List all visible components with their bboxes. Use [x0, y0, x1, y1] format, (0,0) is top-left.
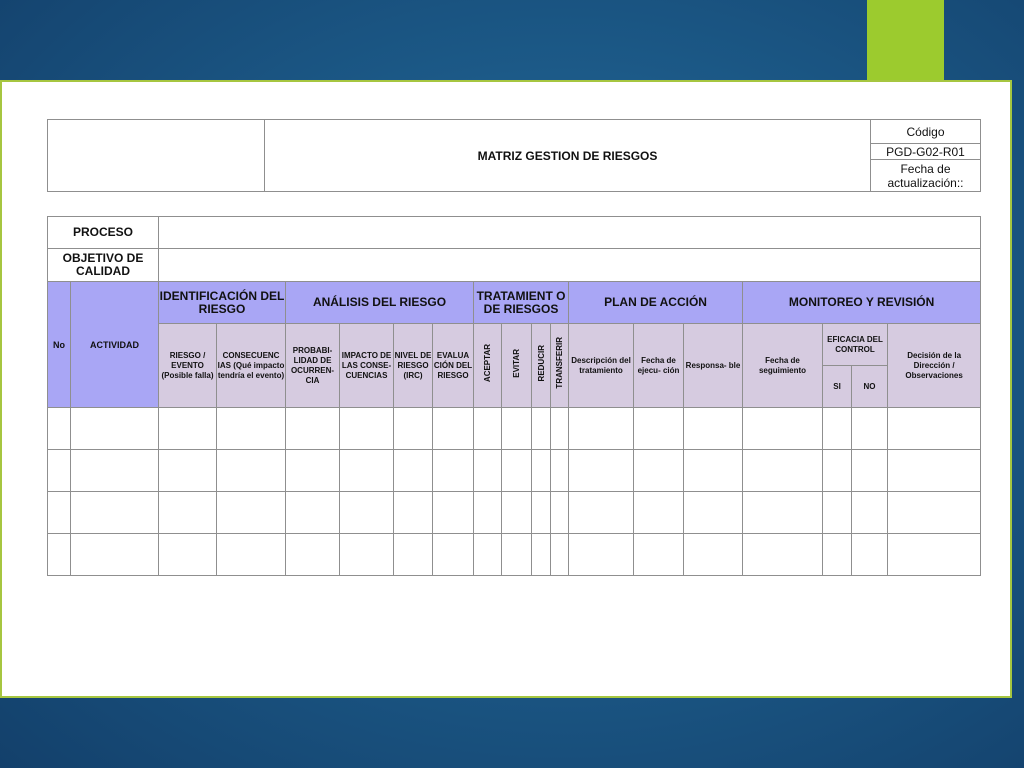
- risk-matrix-table: [47, 216, 981, 576]
- table-cell[interactable]: [743, 450, 823, 492]
- table-cell[interactable]: [852, 492, 888, 534]
- fecha-ejecucion-header: Fecha de ejecu- ción: [634, 324, 684, 408]
- table-row: [48, 450, 981, 492]
- table-cell[interactable]: [474, 492, 502, 534]
- transferir-label: TRANSFERIR: [555, 337, 565, 389]
- no-option-header: NO: [852, 366, 888, 408]
- table-cell[interactable]: [217, 492, 286, 534]
- fecha-seguimiento-header: Fecha de seguimiento: [743, 324, 823, 408]
- riesgo-evento-header: RIESGO / EVENTO (Posible falla): [159, 324, 217, 408]
- table-cell[interactable]: [634, 408, 684, 450]
- table-cell[interactable]: [286, 408, 340, 450]
- table-cell[interactable]: [502, 492, 532, 534]
- table-cell[interactable]: [433, 450, 474, 492]
- table-cell[interactable]: [48, 534, 71, 576]
- monitoreo-header: MONITOREO Y REVISIÓN: [743, 282, 981, 324]
- table-cell[interactable]: [394, 534, 433, 576]
- update-date-label: Fecha de actualización::: [871, 160, 981, 192]
- table-cell[interactable]: [743, 534, 823, 576]
- table-cell[interactable]: [823, 450, 852, 492]
- si-header: SI: [823, 366, 852, 408]
- table-cell[interactable]: [502, 534, 532, 576]
- table-row: [48, 408, 981, 450]
- table-cell[interactable]: [502, 408, 532, 450]
- table-cell[interactable]: [551, 450, 569, 492]
- evitar-header: [502, 324, 532, 408]
- table-cell[interactable]: [888, 450, 981, 492]
- table-cell[interactable]: [634, 534, 684, 576]
- plan-accion-header: PLAN DE ACCIÓN: [569, 282, 743, 324]
- table-cell[interactable]: [433, 408, 474, 450]
- table-cell[interactable]: [852, 450, 888, 492]
- consecuencias-header: CONSECUENC IAS (Qué impacto tendría el evento): [217, 324, 286, 408]
- actividad-header: ACTIVIDAD: [71, 282, 159, 408]
- table-cell[interactable]: [474, 408, 502, 450]
- evaluacion-header: EVALUA CIÓN DEL RIESGO: [433, 324, 474, 408]
- table-cell[interactable]: [71, 534, 159, 576]
- table-cell[interactable]: [823, 534, 852, 576]
- accent-bar: [867, 0, 944, 82]
- table-cell[interactable]: [532, 450, 551, 492]
- table-cell[interactable]: [551, 534, 569, 576]
- table-cell[interactable]: [532, 408, 551, 450]
- table-cell[interactable]: [888, 534, 981, 576]
- table-cell[interactable]: [532, 492, 551, 534]
- table-cell[interactable]: [634, 492, 684, 534]
- identificacion-header: IDENTIFICACIÓN DEL RIESGO: [159, 282, 286, 324]
- table-row: [48, 534, 981, 576]
- table-cell[interactable]: [286, 450, 340, 492]
- responsable-header: Responsa- ble: [684, 324, 743, 408]
- document-title: MATRIZ GESTION DE RIESGOS: [265, 120, 871, 192]
- table-cell[interactable]: [48, 450, 71, 492]
- table-cell[interactable]: [684, 492, 743, 534]
- table-cell[interactable]: [684, 534, 743, 576]
- table-cell[interactable]: [569, 534, 634, 576]
- table-cell[interactable]: [823, 408, 852, 450]
- table-cell[interactable]: [340, 450, 394, 492]
- proceso-label: PROCESO: [48, 217, 159, 249]
- table-cell[interactable]: [217, 534, 286, 576]
- eficacia-header: EFICACIA DEL CONTROL: [823, 324, 888, 366]
- table-cell[interactable]: [823, 492, 852, 534]
- code-label: Código: [871, 120, 981, 144]
- table-cell[interactable]: [743, 408, 823, 450]
- table-cell[interactable]: [888, 492, 981, 534]
- impacto-header: IMPACTO DE LAS CONSE- CUENCIAS: [340, 324, 394, 408]
- table-cell[interactable]: [684, 450, 743, 492]
- probabilidad-header: PROBABI- LIDAD DE OCURREN- CIA: [286, 324, 340, 408]
- table-cell[interactable]: [48, 408, 71, 450]
- table-cell[interactable]: [852, 534, 888, 576]
- table-row: [48, 492, 981, 534]
- analisis-header: ANÁLISIS DEL RIESGO: [286, 282, 474, 324]
- table-cell[interactable]: [217, 408, 286, 450]
- table-cell[interactable]: [159, 408, 217, 450]
- table-cell[interactable]: [743, 492, 823, 534]
- evitar-label: EVITAR: [512, 348, 522, 378]
- reducir-label: REDUCIR: [536, 344, 546, 382]
- logo-cell: [48, 120, 265, 192]
- table-cell[interactable]: [71, 408, 159, 450]
- table-cell[interactable]: [888, 408, 981, 450]
- table-cell[interactable]: [394, 408, 433, 450]
- table-cell[interactable]: [159, 450, 217, 492]
- table-cell[interactable]: [551, 408, 569, 450]
- table-cell[interactable]: [569, 408, 634, 450]
- tratamiento-header: TRATAMIENT O DE RIESGOS: [474, 282, 569, 324]
- table-cell[interactable]: [159, 492, 217, 534]
- table-cell[interactable]: [340, 408, 394, 450]
- table-cell[interactable]: [286, 534, 340, 576]
- table-cell[interactable]: [394, 492, 433, 534]
- code-value: PGD-G02-R01: [871, 144, 981, 160]
- table-cell[interactable]: [684, 408, 743, 450]
- table-cell[interactable]: [71, 450, 159, 492]
- table-cell[interactable]: [634, 450, 684, 492]
- table-cell[interactable]: [48, 492, 71, 534]
- table-cell[interactable]: [852, 408, 888, 450]
- table-cell[interactable]: [502, 450, 532, 492]
- table-cell[interactable]: [474, 450, 502, 492]
- nivel-riesgo-header: NIVEL DE RIESGO (IRC): [394, 324, 433, 408]
- objetivo-label: OBJETIVO DE CALIDAD: [48, 249, 159, 282]
- transferir-header: [551, 324, 569, 408]
- table-cell[interactable]: [433, 492, 474, 534]
- table-cell[interactable]: [551, 492, 569, 534]
- document-header: [47, 119, 981, 192]
- table-cell[interactable]: [286, 492, 340, 534]
- table-cell[interactable]: [217, 450, 286, 492]
- decision-header: Decisión de la Dirección / Observaciones: [888, 324, 981, 408]
- table-cell[interactable]: [159, 534, 217, 576]
- aceptar-label: ACEPTAR: [483, 343, 493, 383]
- table-cell[interactable]: [433, 534, 474, 576]
- table-cell[interactable]: [340, 534, 394, 576]
- slide-content: [0, 80, 1012, 698]
- table-cell[interactable]: [394, 450, 433, 492]
- table-cell[interactable]: [340, 492, 394, 534]
- table-cell[interactable]: [532, 534, 551, 576]
- proceso-field[interactable]: [159, 217, 981, 249]
- table-cell[interactable]: [71, 492, 159, 534]
- no-header: No: [48, 282, 71, 408]
- table-cell[interactable]: [569, 450, 634, 492]
- aceptar-header: [474, 324, 502, 408]
- table-cell[interactable]: [474, 534, 502, 576]
- objetivo-field[interactable]: [159, 249, 981, 282]
- table-cell[interactable]: [569, 492, 634, 534]
- reducir-header: [532, 324, 551, 408]
- descripcion-header: Descripción del tratamiento: [569, 324, 634, 408]
